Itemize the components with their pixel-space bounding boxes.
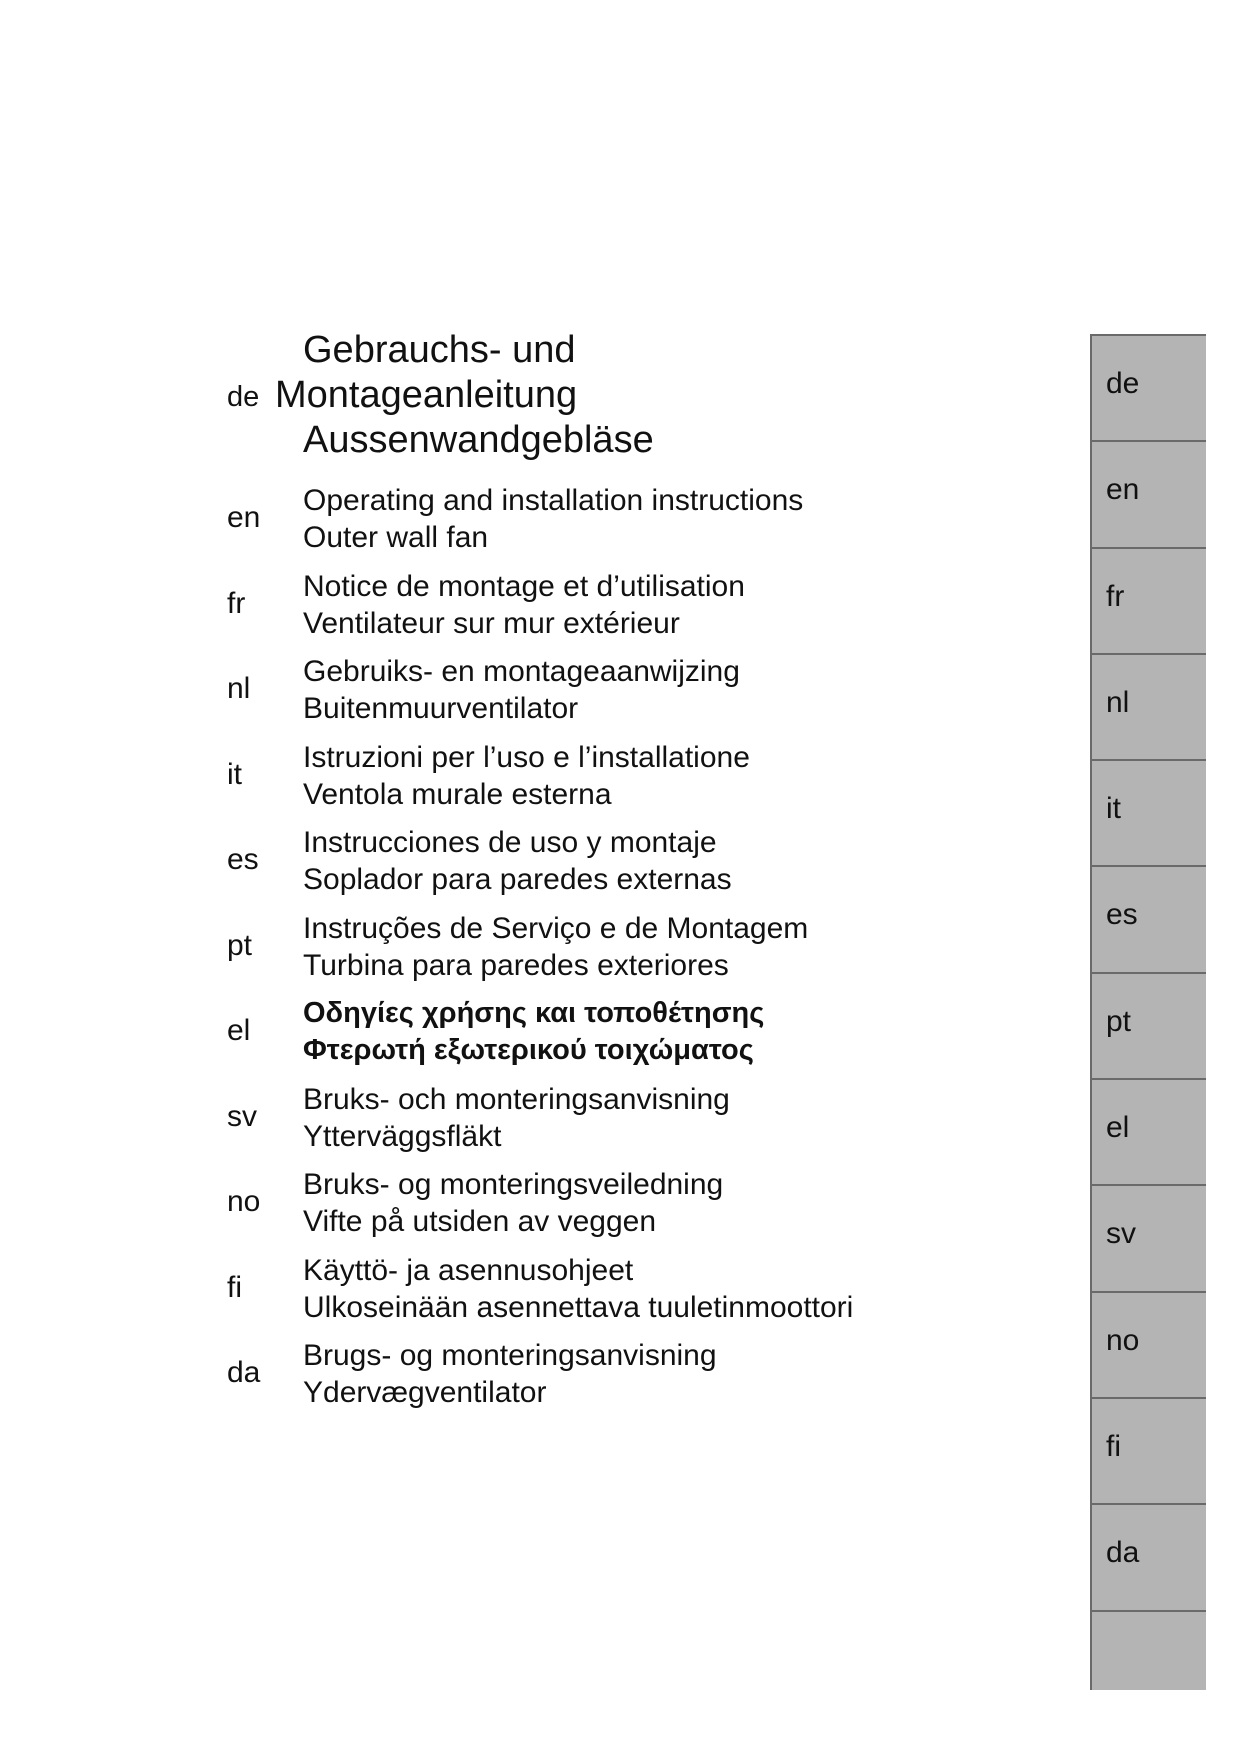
language-row-en — [0, 482, 1000, 568]
language-code: fi — [227, 1270, 242, 1304]
title-line-2: Turbina para paredes exteriores — [303, 948, 729, 982]
title-line-1: Istruzioni per l’uso e l’installatione — [303, 740, 750, 774]
language-title — [303, 1252, 853, 1326]
tab-label: it — [1106, 792, 1121, 826]
language-title — [303, 568, 745, 642]
tab-nl[interactable] — [1092, 655, 1206, 761]
tab-fr[interactable] — [1092, 549, 1206, 655]
tab-sv[interactable] — [1092, 1186, 1206, 1292]
tab-en[interactable] — [1092, 442, 1206, 548]
language-row-el — [0, 995, 1000, 1081]
tab-fi[interactable] — [1092, 1399, 1206, 1505]
language-row-nl — [0, 653, 1000, 739]
language-list — [0, 482, 1000, 1423]
language-title — [303, 910, 808, 984]
title-line-1: Bruks- och monteringsanvisning — [303, 1082, 730, 1116]
language-title — [303, 653, 740, 727]
title-line-2: Ytterväggsfläkt — [303, 1119, 502, 1153]
tab-label: el — [1106, 1111, 1130, 1145]
title-line-1: Instruções de Serviço e de Montagem — [303, 911, 809, 945]
title-line-1: Brugs- og monteringsanvisning — [303, 1339, 717, 1372]
language-row-es — [0, 824, 1000, 910]
title-line-2: Ventilateur sur mur extérieur — [303, 606, 680, 640]
title-line-1: Operating and installation instructions — [303, 484, 804, 517]
language-code: da — [227, 1356, 261, 1389]
title-line-2: Outer wall fan — [303, 521, 489, 554]
title-line-2: Buitenmuurventilator — [303, 692, 579, 725]
tab-label: pt — [1106, 1004, 1132, 1038]
tab-de[interactable] — [1092, 336, 1206, 442]
language-tab-strip — [1090, 334, 1206, 1690]
language-code: sv — [227, 1099, 257, 1133]
language-code: es — [227, 843, 259, 876]
language-row-no — [0, 1166, 1000, 1252]
language-title — [303, 739, 750, 813]
title-line-3: Aussenwandgebläse — [303, 419, 654, 461]
title-line-2: Vifte på utsiden av veggen — [303, 1205, 657, 1238]
language-title — [303, 1081, 730, 1155]
tab-label: nl — [1106, 685, 1130, 719]
language-code: fr — [227, 586, 246, 620]
tab-label: fi — [1106, 1429, 1121, 1463]
tab-label: es — [1106, 898, 1138, 932]
title-line-2: Ulkoseinään asennettava tuuletinmoottori — [303, 1290, 854, 1324]
tab-label: no — [1106, 1323, 1140, 1357]
tab-blank — [1092, 1612, 1206, 1718]
title-line-2: Ventola murale esterna — [303, 777, 612, 811]
language-title — [303, 995, 764, 1069]
title-line-1: Notice de montage et d’utilisation — [303, 569, 745, 603]
tab-es[interactable] — [1092, 867, 1206, 973]
language-title — [303, 1337, 717, 1411]
title-line-2: Soplador para paredes externas — [303, 863, 732, 896]
tab-label: da — [1106, 1536, 1140, 1570]
title-line-1: Gebruiks- en montageaanwijzing — [303, 655, 740, 688]
title-language-code: de — [227, 381, 260, 413]
language-code: el — [227, 1014, 251, 1047]
tab-label: en — [1106, 473, 1140, 507]
language-row-da — [0, 1337, 1000, 1423]
language-title — [303, 482, 803, 556]
language-code: en — [227, 501, 261, 534]
language-code: it — [227, 757, 242, 791]
language-code: pt — [227, 928, 253, 962]
title-line-2: Φτερωτή εξωτερικού τοιχώματος — [303, 1034, 754, 1066]
language-row-fi — [0, 1252, 1000, 1338]
language-row-pt — [0, 910, 1000, 996]
title-line-1: Gebrauchs- und — [303, 329, 576, 371]
title-line-2: Montageanleitung — [275, 374, 578, 416]
language-row-fr — [0, 568, 1000, 654]
language-title — [303, 1166, 723, 1240]
title-line-1: Οδηγίες χρήσης και τοποθέτησης — [303, 997, 765, 1029]
title-line-1: Instrucciones de uso y montaje — [303, 826, 717, 859]
language-code: nl — [227, 672, 251, 705]
tab-label: de — [1106, 367, 1140, 400]
tab-it[interactable] — [1092, 761, 1206, 867]
tab-pt[interactable] — [1092, 974, 1206, 1080]
tab-label: fr — [1106, 579, 1125, 613]
language-title — [303, 824, 732, 898]
language-code: no — [227, 1185, 261, 1218]
language-row-sv — [0, 1081, 1000, 1167]
title-line-2: Ydervægventilator — [303, 1376, 547, 1409]
title-line-1: Käyttö- ja asennusohjeet — [303, 1253, 634, 1287]
title-line-1: Bruks- og monteringsveiledning — [303, 1168, 724, 1201]
tab-label: sv — [1106, 1217, 1136, 1251]
tab-no[interactable] — [1092, 1293, 1206, 1399]
language-row-it — [0, 739, 1000, 825]
tab-da[interactable] — [1092, 1505, 1206, 1611]
tab-el[interactable] — [1092, 1080, 1206, 1186]
